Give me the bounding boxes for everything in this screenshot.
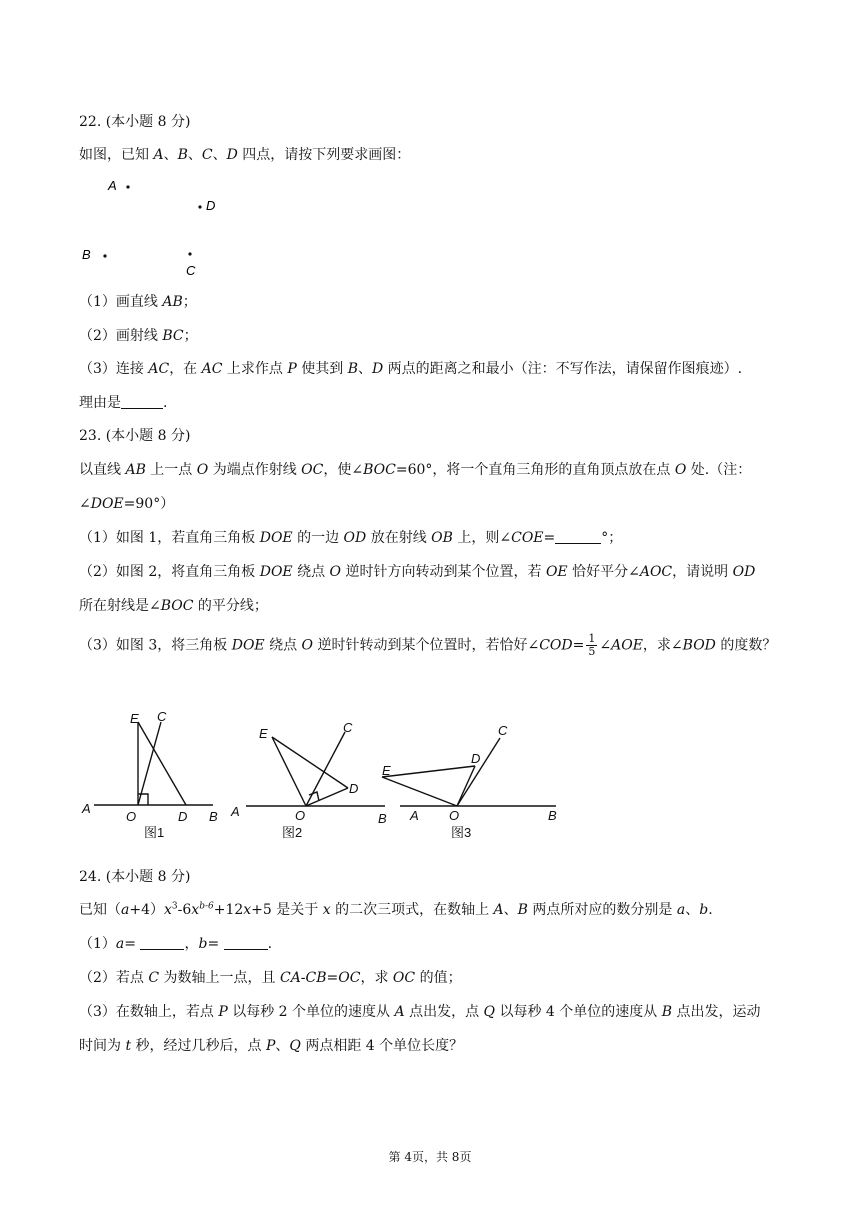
answer-blank-a <box>140 935 184 950</box>
fig2-label-e: E <box>259 726 268 741</box>
point-a-label: A <box>108 178 117 193</box>
answer-blank-b <box>224 935 268 950</box>
point-c <box>188 252 191 255</box>
fig2-label-b: B <box>378 811 387 826</box>
q23-item2-cont: 所在射线是∠BOC 的平分线； <box>79 598 268 614</box>
q24-item2: （2）若点 C 为数轴上一点，且 CA-CB=OC，求 OC 的值； <box>79 970 462 986</box>
q24-item3: （3）在数轴上，若点 P 以每秒 2 个单位的速度从 A 点出发，点 Q 以每秒 4 个单位的速度从 B 点出发，运动 <box>79 1004 761 1020</box>
q22-item3: （3）连接 AC，在 AC 上求作点 P 使其到 B、D 两点的距离之和最小（注：不写作法，请保留作图痕迹）. <box>79 361 743 377</box>
point-d <box>198 205 201 208</box>
fig3-label-e: E <box>382 763 391 778</box>
fig1-caption: 图1 <box>144 825 165 840</box>
figure-1 <box>81 709 218 840</box>
point-b <box>103 254 106 257</box>
fig3-label-a: A <box>410 808 419 823</box>
fig2-caption: 图2 <box>282 825 303 840</box>
fig1-label-c: C <box>157 709 167 724</box>
q22-header: 22. (本小题 8 分) <box>79 114 191 130</box>
fig3-caption: 图3 <box>451 825 472 840</box>
q22-points-figure <box>75 172 235 282</box>
q22-item1: （1）画直线 AB； <box>79 294 197 310</box>
q24-header: 24. (本小题 8 分) <box>79 869 191 885</box>
page-footer: 第 4页，共 8页 <box>388 1150 472 1164</box>
fig1-label-e: E <box>130 711 139 726</box>
q23-header: 23. (本小题 8 分) <box>79 428 191 444</box>
fig1-label-d: D <box>178 809 188 824</box>
fig1-label-o: O <box>126 809 137 824</box>
figure-2 <box>230 720 387 840</box>
fig1-label-b: B <box>209 809 218 824</box>
fig3-label-d: D <box>471 751 481 766</box>
fig2-label-c: C <box>343 720 353 735</box>
q22-item2: （2）画射线 BC； <box>79 328 198 344</box>
figure-3 <box>382 723 557 840</box>
q23-item3: （3）如图 3，将三角板 DOE 绕点 O 逆时针转动到某个位置时，若恰好∠COD= $\frac{1}{5}$ ∠AOE，求∠BOD 的度数？ <box>79 632 777 658</box>
fig2-label-o: O <box>295 808 306 823</box>
point-a <box>126 185 129 188</box>
answer-blank <box>555 529 601 544</box>
fig3-label-c: C <box>498 723 508 738</box>
fig3-label-b: B <box>548 808 557 823</box>
point-c-label: C <box>186 263 196 278</box>
q23-line2: ∠DOE=90°） <box>79 496 175 512</box>
q24-item1: （1）a= ，b= . <box>79 936 273 952</box>
fig3-label-o: O <box>449 808 460 823</box>
point-b-label: B <box>82 247 91 262</box>
q22-intro: 如图，已知 A、B、C、D 四点，请按下列要求画图： <box>79 147 411 163</box>
fig2-label-d: D <box>349 781 359 796</box>
fig1-label-a: A <box>82 801 91 816</box>
point-d-label: D <box>206 198 216 213</box>
q23-item1: （1）如图 1，若直角三角板 DOE 的一边 OD 放在射线 OB 上，则∠COE= °； <box>79 530 623 546</box>
q22-reason: 理由是 . <box>79 395 168 411</box>
q23-item2: （2）如图 2，将直角三角板 DOE 绕点 O 逆时针方向转动到某个位置，若 OE 恰好平分∠AOC，请说明 OD <box>79 564 756 580</box>
q24-item3-cont: 时间为 t 秒，经过几秒后，点 P、Q 两点相距 4 个单位长度？ <box>79 1038 464 1054</box>
fig2-label-a: A <box>231 804 240 819</box>
q24-line1: 已知$(a+4)x^3-6x^{b-6}+12x+5$ 是关于 x 的二次三项式，在数轴上 A、B 两点所对应的数分别是 a、b. <box>79 901 713 918</box>
q23-figures <box>0 700 860 850</box>
q23-line1: 以直线 AB 上一点 O 为端点作射线 OC，使∠BOC=60°，将一个直角三角形的直角顶点放在点 O 处.（注： <box>79 462 752 478</box>
fraction-one-fifth: $\frac{1}{5}$ <box>588 632 596 658</box>
answer-blank <box>121 394 163 409</box>
